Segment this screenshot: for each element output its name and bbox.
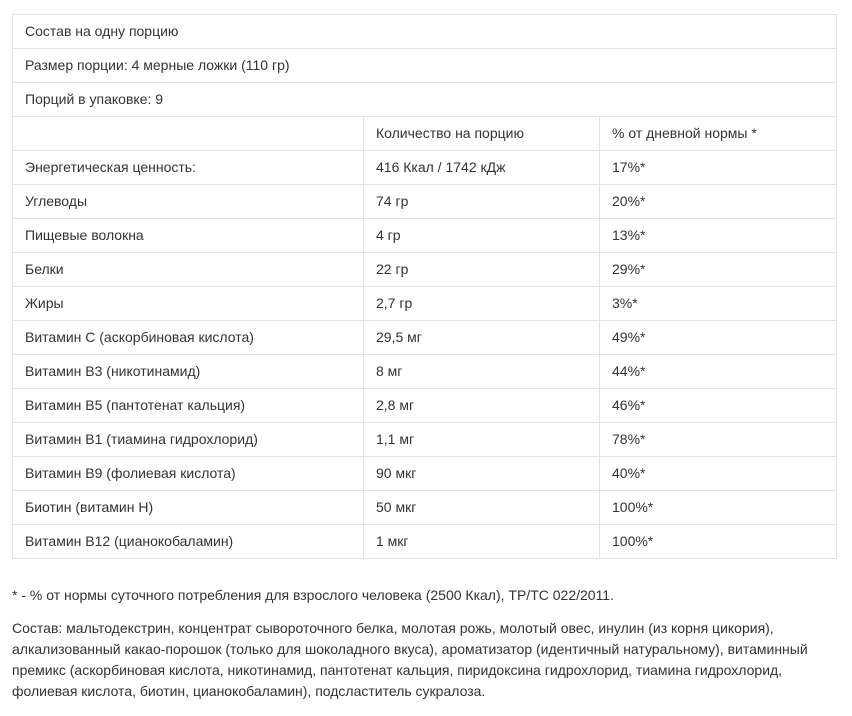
table-row xyxy=(13,389,837,423)
serving-size: Размер порции: 4 мерные ложки (110 гр) xyxy=(13,49,837,83)
nutrient-percent: 46%* xyxy=(600,389,837,423)
table-row xyxy=(13,151,837,185)
nutrient-name: Пищевые волокна xyxy=(13,219,364,253)
nutrient-percent: 3%* xyxy=(600,287,837,321)
nutrient-name: Витамин В9 (фолиевая кислота) xyxy=(13,457,364,491)
table-row xyxy=(13,423,837,457)
table-row xyxy=(13,185,837,219)
nutrient-amount: 74 гр xyxy=(364,185,600,219)
table-row xyxy=(13,525,837,559)
nutrient-amount: 8 мг xyxy=(364,355,600,389)
nutrient-name: Энергетическая ценность: xyxy=(13,151,364,185)
servings-per-package: Порций в упаковке: 9 xyxy=(13,83,837,117)
nutrient-percent: 100%* xyxy=(600,491,837,525)
header-name xyxy=(13,117,364,151)
nutrient-name: Витамин В3 (никотинамид) xyxy=(13,355,364,389)
nutrient-amount: 2,7 гр xyxy=(364,287,600,321)
nutrient-name: Витамин В5 (пантотенат кальция) xyxy=(13,389,364,423)
nutrient-amount: 29,5 мг xyxy=(364,321,600,355)
nutrient-amount: 50 мкг xyxy=(364,491,600,525)
nutrient-name: Биотин (витамин Н) xyxy=(13,491,364,525)
nutrient-percent: 17%* xyxy=(600,151,837,185)
nutrient-name: Жиры xyxy=(13,287,364,321)
nutrient-amount: 90 мкг xyxy=(364,457,600,491)
nutrient-name: Витамин С (аскорбиновая кислота) xyxy=(13,321,364,355)
nutrient-amount: 4 гр xyxy=(364,219,600,253)
nutrition-table xyxy=(12,14,837,559)
table-row xyxy=(13,219,837,253)
nutrient-percent: 40%* xyxy=(600,457,837,491)
nutrient-percent: 13%* xyxy=(600,219,837,253)
table-row xyxy=(13,491,837,525)
nutrient-percent: 78%* xyxy=(600,423,837,457)
nutrient-amount: 1,1 мг xyxy=(364,423,600,457)
nutrient-name: Углеводы xyxy=(13,185,364,219)
nutrient-amount: 1 мкг xyxy=(364,525,600,559)
table-row xyxy=(13,287,837,321)
nutrient-amount: 2,8 мг xyxy=(364,389,600,423)
nutrient-percent: 100%* xyxy=(600,525,837,559)
table-title: Состав на одну порцию xyxy=(13,15,837,49)
servings-row xyxy=(13,83,837,117)
composition-text: Состав: мальтодекстрин, концентрат сывороточного белка, молотая рожь, молотый овес, инулин (из корня цикория), алкализованный какао-порошок (только для шоколадного вкуса), ароматизатор (идентичный натуральному), витаминный премикс (аскорбиновая кислота, никотинамид, пантотенат кальция, пиридоксина гидрохлорид, тиамина гидрохлорид, фолиевая кислота, биотин, цианокобаламин), подсластитель сукралоза. xyxy=(12,620,808,699)
nutrient-name: Белки xyxy=(13,253,364,287)
footnote: * - % от нормы суточного потребления для взрослого человека (2500 Ккал), ТР/ТС 022/2011. xyxy=(12,587,614,603)
table-row xyxy=(13,355,837,389)
header-amount: Количество на порцию xyxy=(364,117,600,151)
table-row xyxy=(13,457,837,491)
nutrient-amount: 22 гр xyxy=(364,253,600,287)
nutrient-name: Витамин В12 (цианокобаламин) xyxy=(13,525,364,559)
table-row xyxy=(13,321,837,355)
nutrient-percent: 20%* xyxy=(600,185,837,219)
table-title-row xyxy=(13,15,837,49)
nutrient-amount: 416 Ккал / 1742 кДж xyxy=(364,151,600,185)
nutrient-percent: 29%* xyxy=(600,253,837,287)
table-row xyxy=(13,253,837,287)
nutrient-percent: 49%* xyxy=(600,321,837,355)
nutrient-percent: 44%* xyxy=(600,355,837,389)
nutrient-name: Витамин В1 (тиамина гидрохлорид) xyxy=(13,423,364,457)
table-header-row xyxy=(13,117,837,151)
header-percent: % от дневной нормы * xyxy=(600,117,837,151)
serving-size-row xyxy=(13,49,837,83)
